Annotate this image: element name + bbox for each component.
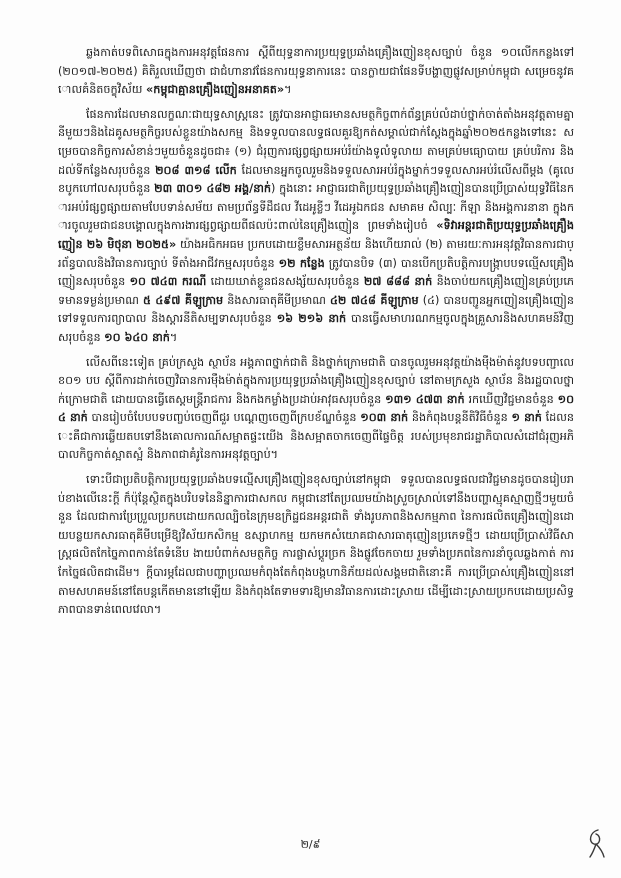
text-run: យ៉ាងអធិកអធម ប្រកបដោយខ្លឹមសារអត្ថន័យ និងហើយរាល់ (២) តាមរយៈការអនុវត្តវិធានការជាប្រព័ន្ធបាលនិងវិធានការច្បាប់ ទីតាំងអាជីវកម្មសរុបចំនួន — [58, 237, 574, 270]
emphasized-figure: ១០ ៦៤០ នាក់ — [104, 330, 170, 344]
text-run: និងសារធាតុគីមីប្រមាណ — [223, 293, 331, 307]
text-run: ដែលនេះគឺជាការឆ្លើយតបទៅនឹងគោលការណ៍សម្អាតផ្ទះយើង និងសម្អាតចាកចេញពីផ្ទៃចិត្ត របស់ប្រមុខរាជរដ្ឋាភិបាលសំដៅជំរុញអភិបាលកិច្ចកាត់ស្អាតស្អំ និងភាពជាគំរូនៃការអនុវត្តច្បាប់។ — [58, 411, 574, 462]
emphasized-figure: ១ នាក់ — [511, 411, 542, 425]
text-run: បានរៀបចំបែបបទបញ្ចប់ចេញពីជួរ បណ្តេញចេញពីក្របខ័ណ្ឌចំនួន — [87, 411, 361, 425]
text-run: ។ — [284, 83, 292, 97]
paragraph-ministries — [58, 354, 574, 466]
paragraph-results — [58, 106, 574, 348]
text-run: និងចាប់យកគ្រឿងញៀនគ្រប់ប្រភេទមានទម្ងន់ប្រមាណ — [58, 275, 575, 307]
text-run: ដែលមានអ្នកចូលរួមនិងទទួលសារអប់រំក្នុងម្នាក់ៗទទួលសារអប់រំលើសពីម្តង (គូលេខបូកហៅលសរុបចំនួន — [58, 163, 575, 196]
emphasized-figure: ២០៨ ៣១៨ លើក — [155, 163, 237, 177]
emphasized-figure: ៤២ ៧៤៨ គីឡូក្រាម — [330, 293, 419, 307]
emphasized-figure: ១២ កន្លែង — [278, 256, 325, 270]
emphasized-figure: «ទិវាអន្តរជាតិប្រយុទ្ធប្រឆាំងគ្រឿងញៀន ២៦ មិថុនា ២០២៥» — [58, 219, 574, 251]
emphasized-figure: ១០៣ នាក់ — [360, 411, 409, 425]
text-run: និងកំពុងបន្តនីតិវិធីចំនួន — [408, 411, 512, 425]
emphasized-figure: ១០៤ នាក់ — [58, 392, 574, 425]
text-run: (៤) បានបញ្ជូនអ្នកញៀនគ្រឿងញៀនទៅទទួលការព្យាបាល និងស្តារនីតិសម្បទាសរុបចំនួន — [58, 293, 574, 326]
text-run: លើសពីនេះទៀត គ្រប់ក្រសួង ស្ថាប័ន អង្គភាពថ្នាក់ជាតិ និងថ្នាក់ក្រោមជាតិ បានចូលរួមអនុវត្តយ៉ាងម៉ឺងម៉ាត់នូវបទបញ្ជាលេខ០១ បប ស្តីពីការដាក់ចេញវិធានការម៉ឺងម៉ាត់ក្នុងការប្រយុទ្ធប្រឆាំងគ្រឿងញៀនខុសច្បាប់ នៅតាមក្រសួង ស្ថាប័ន និងរដ្ឋបាលថ្នាក់ក្រោមជាតិ ដោយបានធ្វើតេស្តមន្ត្រីរាជការ និងកងកម្លាំងប្រដាប់អាវុធសរុបចំនួន — [58, 355, 574, 406]
text-run: ) ក្នុងនោះ អាជ្ញាធរជាតិប្រយុទ្ធប្រឆាំងគ្រឿងញៀនបានប្រើប្រាស់យុទ្ធវិធីនៃការអប់រំផ្សព្វផ្សាយតាមបែបទាន់សម័យ តាមប្រព័ន្ធទីដឹជល វីដេអូខ្លីៗ វីដេអូឯកជន សមាគម សិល្បៈ កីឡា និងអង្គការនានា ក្នុងការចូលរួមជាជនបង្គោលក្នុងការងារផ្សព្វផ្សាយពីផលប៉ះពាល់នៃគ្រឿងញៀន ព្រមទាំងរៀបចំ — [58, 182, 574, 233]
emphasized-figure: ១០ ៧៤៣ ករណី — [129, 275, 207, 289]
emphasized-figure: ១៦ ២១៦ នាក់ — [276, 312, 347, 326]
emphasized-figure: «កម្ពុជាគ្មានគ្រឿងញៀនអនាគត» — [146, 83, 285, 97]
text-run: ។ — [169, 330, 178, 344]
emphasized-figure: ២៣ ៣០១ ៤៨២ អង្គ/នាក់ — [154, 182, 271, 196]
text-run: រកឃើញវិជ្ជមានចំនួន — [464, 392, 558, 406]
document-body — [58, 44, 574, 626]
emphasized-figure: ២៧ ៨៨៨ នាក់ — [363, 275, 433, 289]
text-run: ទោះបីជាប្រតិបត្តិការប្រយុទ្ធប្រឆាំងបទល្មើសគ្រឿងញៀនខុសច្បាប់នៅកម្ពុជា ទទួលបានលទ្ធផលជាវិជ្ជមានដូចបានរៀបរាប់ខាងលើនេះក្តី ក៏ប៉ុន្តែស្ថិតក្នុងបរិបទនៃនិន្នាការជាសកល កម្ពុជានៅតែប្រឈមយ៉ាងស្រួចស្រាល់ទៅនឹងបញ្ហាស្មុគស្មាញថ្មីៗមួយចំនួន ដែលជាការប្រែប្រួលប្រកបដោយកលល្បិចនៃក្រុមឧក្រិដ្ឋជនអន្តរជាតិ ទាំងរូបភាពនិងសកម្មភាព នៃការផលិតគ្រឿងញៀនដោយបន្លយកសារធាតុគីមីបម្រើឱ្យវិស័យកសិកម្ម ឧស្សាហកម្ម យកមកសំយោគជាសារធាតុញៀនប្រភេទថ្មីៗ ដោយប្រើប្រាស់វិធីសាស្ត្រផលិតកែច្នៃភាពកាន់តែទំនើប ងាយបំពាក់សមត្ថកិច្ច ការផ្លាស់ប្តូរច្រក និងផ្លូវចែកចាយ រួមទាំងប្រភពនៃការនាំចូលឆ្លងកាត់ ការកែច្នៃផលិតជាដើម។ ក្តីបារម្ភដែលជាបញ្ហាប្រឈមកំពុងតែកំពុងបង្កហានិភ័យដល់សង្គមជាតិនោះគឺ ការប្រើប្រាស់គ្រឿងញៀននៅតាមសហគមន៍នៅតែបន្តកើតមាននៅឡើយ និងកំពុងតែទាមទារឱ្យមានវិធានការដោះស្រាយ ដើម្បីដោះស្រាយប្រកបដោយប្រសិទ្ធភាពបានទាន់ពេលវេលា។ — [58, 473, 574, 617]
paragraph-challenges — [58, 471, 574, 620]
handwritten-initial-mark — [584, 826, 608, 860]
text-run: ឆ្លងកាត់បទពិសោធក្នុងការអនុវត្តផែនការ ស្តីពីយុទ្ធនាការប្រយុទ្ធប្រឆាំងគ្រឿងញៀនខុសច្បាប់ ចំនួន ១០លើកកន្លងទៅ (២០១៧-២០២៥) គិតិរួលឃើញថា ជាជំហានាវផែនការយុទ្ធនាការនេះ បានក្លាយជាផែនទីបង្ហាញផ្លូវសម្រាប់កម្ពុជា សម្រេចនូវគោលគំនិតចក្ខុវិស័យ — [58, 46, 574, 97]
paragraph-intro — [58, 44, 574, 100]
emphasized-figure: ១៣១ ៤៧៣ នាក់ — [385, 392, 465, 406]
text-run: ត្រូវបានបិទ (៣) បានបើកប្រតិបត្តិការបង្ក្រាបបទល្មើសគ្រឿងញៀនសរុបចំនួន — [58, 256, 575, 289]
text-run: បានធ្វើសមាហរណកម្មចូលក្នុងគ្រួសារនិងសហគមន៍វិញ សរុបចំនួន — [58, 312, 574, 344]
text-run: ដោយឃាត់ខ្លួនជនសង្ស័យសរុបចំនួន — [206, 275, 364, 289]
page-number: ២/៩ — [300, 838, 321, 851]
text-run: ផែនការដែលមានលក្ខណៈជាយុទ្ធសាស្ត្រនេះ ត្រូវបានអាជ្ញាធរមានសមត្ថកិច្ចពាក់ព័ន្ធគ្រប់លំដាប់ថ្នាក់ចាត់តាំងអនុវត្តតាមគ្នានីមួយៗនិងដៃគូសមត្ថកិច្ចរបស់ខ្លួនយ៉ាងសកម្ម និងទទួលបានលទ្ធផលគួរឱ្យកត់សម្គាល់ជាក់ស្តែងក្នុងឆ្នាំ២០២៥កន្លងទៅនេះ សម្រេចបានកិច្ចការសំខាន់ៗមួយចំនួនដូចជា៖ (១) ជំរុញការផ្សព្វផ្សាយអប់រំយ៉ាងទូលំទូលាយ តាមគ្រប់មធ្យោបាយ គ្រប់បរិការ និងដល់ទីកន្លែងសរុបចំនួន — [58, 107, 574, 177]
emphasized-figure: ៥ ៤៩៧ គីឡូក្រាម — [143, 293, 224, 307]
